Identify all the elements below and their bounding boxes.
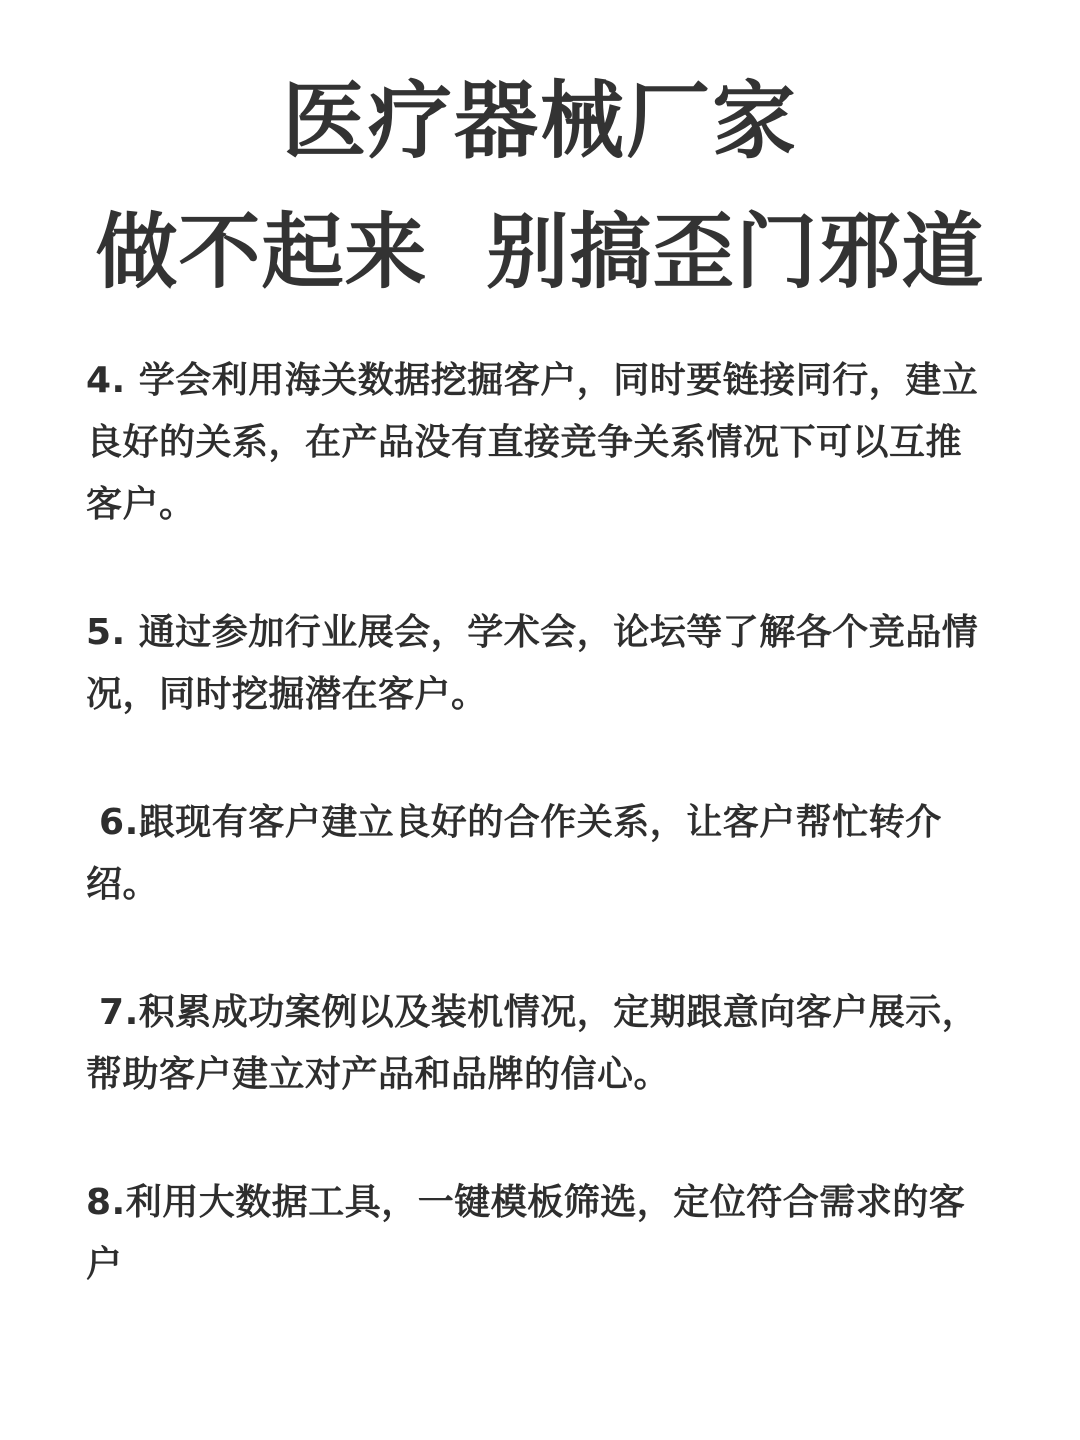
- list-item-6: 6.跟现有客户建立良好的合作关系，让客户帮忙转介绍。: [86, 802, 942, 905]
- page-title-line-2: 做不起来 别搞歪门邪道: [95, 205, 985, 300]
- list-item-7: 7.积累成功案例以及装机情况，定期跟意向客户展示，帮助客户建立对产品和品牌的信心。: [86, 992, 979, 1095]
- list-item-4: 4. 学会利用海关数据挖掘客户，同时要链接同行，建立良好的关系，在产品没有直接竞争关系情况下可以互推客户。: [86, 360, 979, 525]
- list-item-5: 5. 通过参加行业展会，学术会，论坛等了解各个竞品情况，同时挖掘潜在客户。: [86, 612, 979, 715]
- list-item-8: 8.利用大数据工具，一键模板筛选，定位符合需求的客户: [86, 1182, 966, 1285]
- page-title-line-1: 医疗器械厂家: [281, 72, 798, 170]
